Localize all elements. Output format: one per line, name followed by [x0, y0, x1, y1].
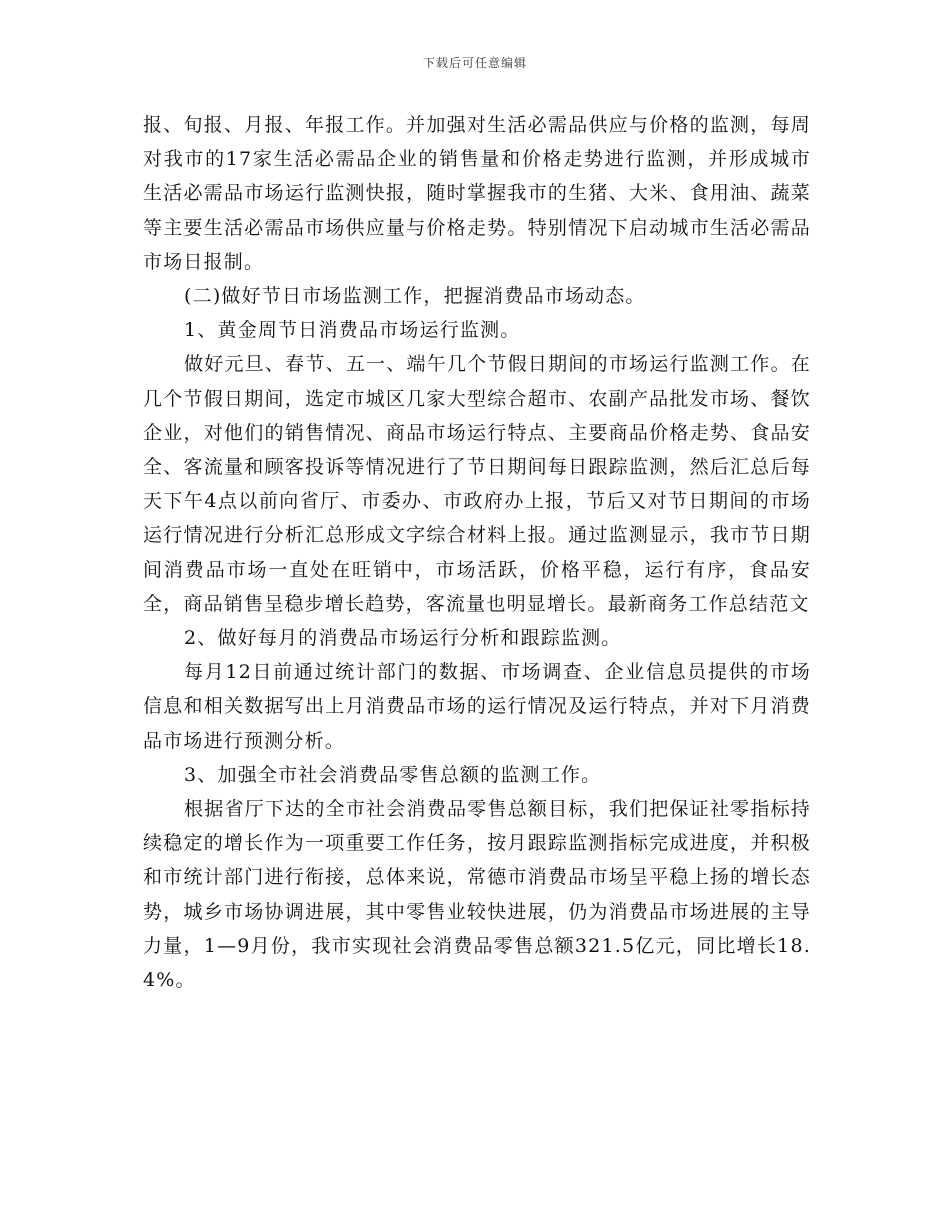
paragraph-4: 做好元旦、春节、五一、端午几个节假日期间的市场运行监测工作。在几个节假日期间，选定市城区几家大型综合超市、农副产品批发市场、餐饮企业，对他们的销售情况、商品市场运行特点、主要商品价格走势、食品安全、客流量和顾客投诉等情况进行了节日期间每日跟踪监测，然后汇总后每天下午4点以前向省厅、市委办、市政府办上报，节后又对节日期间的市场运行情况进行分析汇总形成文字综合材料上报。通过监测显示，我市节日期间消费品市场一直处在旺销中，市场活跃，价格平稳，运行有序，食品安全，商品销售呈稳步增长趋势，客流量也明显增长。最新商务工作总结范文 [143, 353, 811, 615]
paragraph-3: 1、黄金周节日消费品市场运行监测。 [184, 319, 521, 342]
paragraph-5: 2、做好每月的消费品市场运行分析和跟踪监测。 [184, 627, 622, 650]
paragraph-2: (二)做好节日市场监测工作，把握消费品市场动态。 [184, 285, 646, 308]
page-header: 下载后可任意编辑 [422, 56, 527, 70]
paragraph-8: 根据省厅下达的全市社会消费品零售总额目标，我们把保证社零指标持续稳定的增长作为一项重要工作任务，按月跟踪监测指标完成进度，并积极和市统计部门进行衔接，总体来说，常德市消费品市场呈平稳上扬的增长态势，城乡市场协调进展，其中零售业较快进展，仍为消费品市场进展的主导力量，1—9月份，我市实现社会消费品零售总额321.5亿元，同比增长18.4%。 [143, 798, 811, 992]
paragraph-7: 3、加强全市社会消费品零售总额的监测工作。 [184, 763, 602, 786]
document-body [143, 108, 811, 997]
paragraph-1: 报、旬报、月报、年报工作。并加强对生活必需品供应与价格的监测，每周对我市的17家生活必需品企业的销售量和价格走势进行监测，并形成城市生活必需品市场运行监测快报，随时掌握我市的生猪、大米、食用油、蔬菜等主要生活必需品市场供应量与价格走势。特别情况下启动城市生活必需品市场日报制。 [143, 114, 811, 273]
paragraph-6: 每月12日前通过统计部门的数据、市场调查、企业信息员提供的市场信息和相关数据写出上月消费品市场的运行情况及运行特点，并对下月消费品市场进行预测分析。 [143, 661, 811, 752]
